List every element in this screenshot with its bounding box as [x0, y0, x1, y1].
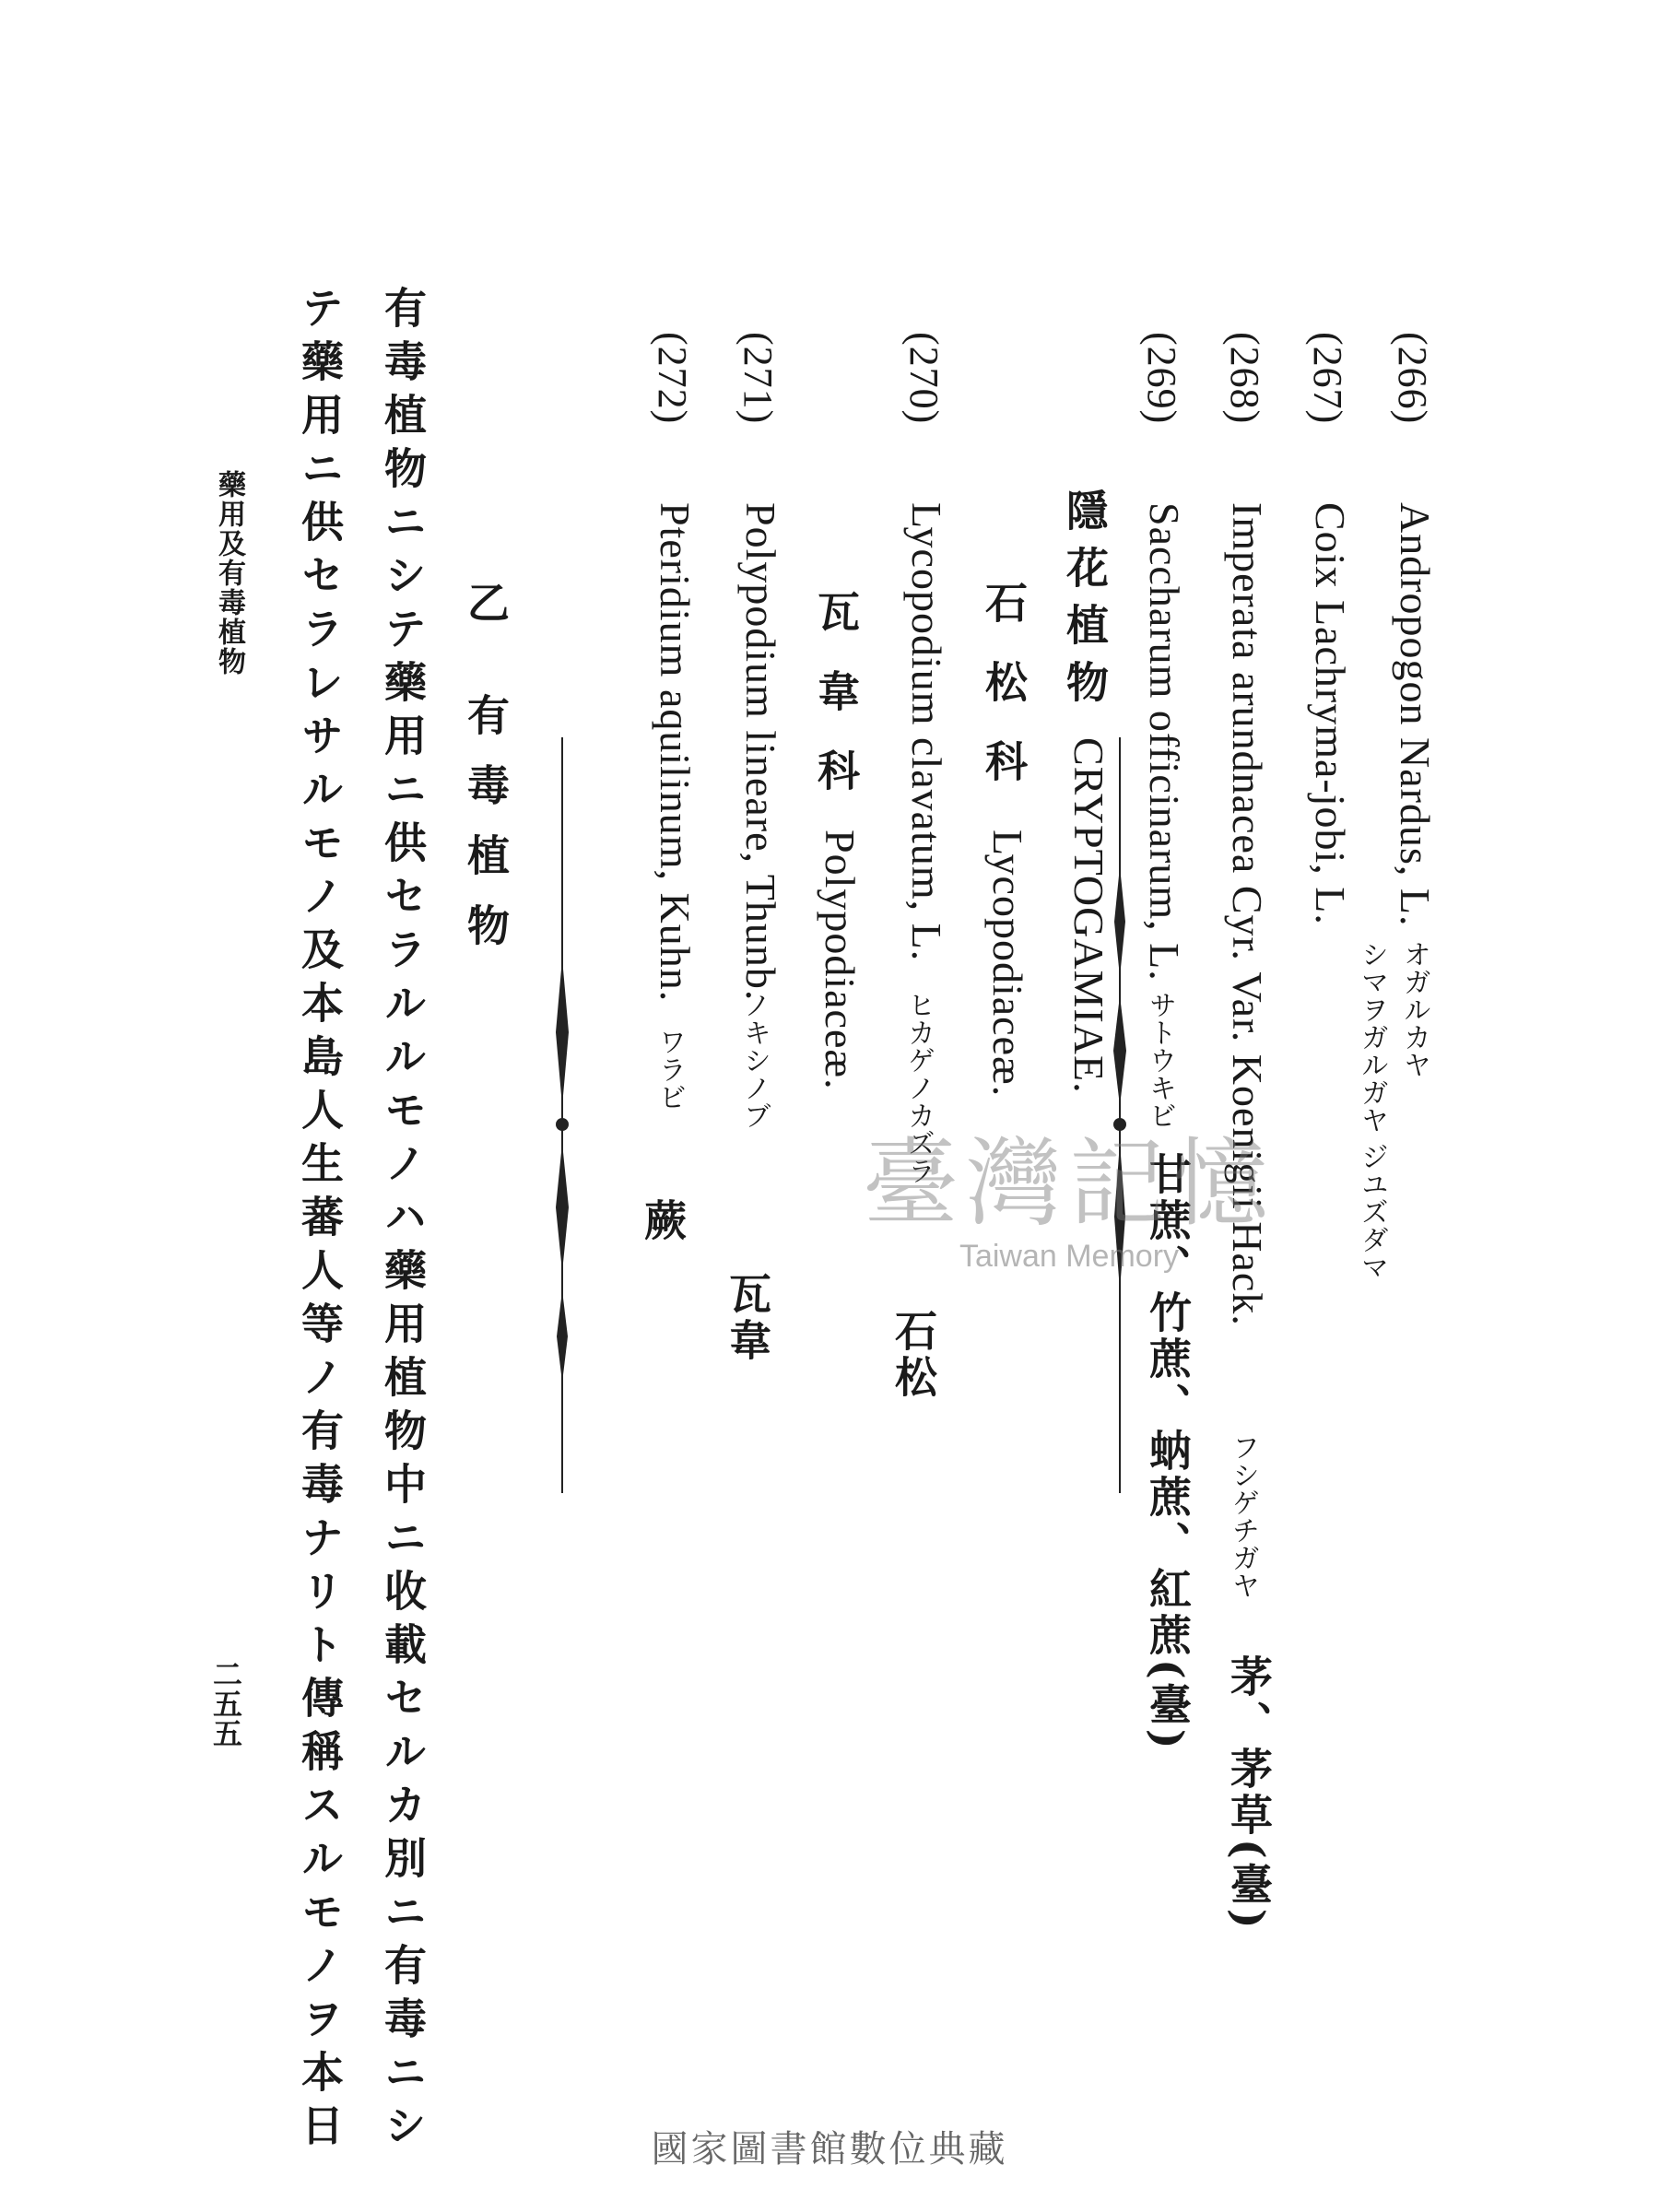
section-heading: 乙 有毒植物: [461, 581, 511, 974]
entry-kanji-268: 茅、茅草(臺): [1224, 1654, 1274, 1933]
entry-kana-268: フシゲチガヤ: [1227, 1433, 1259, 1599]
entry-latin-270: Lycopodium clavatum, L.: [903, 502, 950, 962]
running-head: 藥用及有毒植物: [213, 470, 245, 677]
entry-number-268: (268): [1222, 332, 1267, 425]
entry-number-269: (269): [1139, 332, 1184, 425]
entry-number-272: (272): [650, 332, 695, 425]
entry-number-266: (266): [1390, 332, 1435, 425]
entry-kanji-269: 甘蔗、竹蔗、蚋蔗、紅蔗(臺): [1143, 1152, 1193, 1753]
watermark-title: 臺灣記憶: [862, 1127, 1276, 1240]
entry-latin-271: Polypodium lineare, Thunb.: [737, 502, 784, 1002]
lycopod-family-latin: Lycopodiaceæ.: [984, 830, 1031, 1098]
polypod-family-heading: 瓦韋科: [811, 590, 861, 828]
footer: 國家圖書館數位典藏: [651, 2128, 1008, 2171]
polypod-family-latin: Polypodiaceæ.: [817, 830, 864, 1090]
body-line-1: 有毒植物ニシテ藥用ニ供セラルルモノハ藥用植物中ニ收載セルカ別ニ有毒ニシ: [378, 286, 428, 2157]
entry-kana-272: ワラビ: [653, 1028, 686, 1111]
entry-latin-269: Saccharum officinarum, L.: [1141, 502, 1188, 982]
entry-kanji-272: 蕨: [638, 1198, 688, 1244]
entry-kanji-271: 瓦韋: [723, 1272, 772, 1364]
entry-latin-267: Coix Lachryma-jobi, L.: [1307, 502, 1354, 925]
watermark-subtitle: Taiwan Memory: [959, 1239, 1180, 1274]
entry-kana-267: シマヲガルガヤ ジユズダマ: [1356, 940, 1388, 1281]
ornamental-divider: [548, 737, 576, 1493]
entry-latin-272: Pteridium aquilinum, Kuhn.: [652, 502, 699, 1003]
entry-number-267: (267): [1305, 332, 1350, 425]
entry-latin-268: Imperata arundnacea Cyr. Var. Koenigii Hack.: [1224, 502, 1271, 1326]
entry-kanji-270: 石松: [888, 1309, 938, 1401]
entry-kana-271: ノキシノブ: [738, 991, 771, 1129]
entry-kana-270: ヒカゲノカズラ: [902, 991, 935, 1184]
body-line-2: テ藥用ニ供セラレサルモノ及本島人生蕃人等ノ有毒ナリト傳稱スルモノヲ本日: [295, 286, 345, 2157]
entry-number-271: (271): [735, 332, 781, 425]
cryptogamae-heading-latin: CRYPTOGAMIAE.: [1065, 737, 1112, 1094]
entry-kana-266: オガルカヤ: [1398, 940, 1430, 1078]
cryptogamae-heading: 隱花植物: [1060, 488, 1110, 717]
watermark: [830, 1106, 1309, 1275]
entry-latin-266: Andropogon Nardus, L.: [1392, 502, 1439, 927]
page-number: 二五五: [208, 1659, 243, 1747]
entry-kana-269: サトウキビ: [1144, 991, 1176, 1129]
entry-number-270: (270): [901, 332, 947, 425]
lycopod-family-heading: 石松科: [979, 581, 1029, 818]
